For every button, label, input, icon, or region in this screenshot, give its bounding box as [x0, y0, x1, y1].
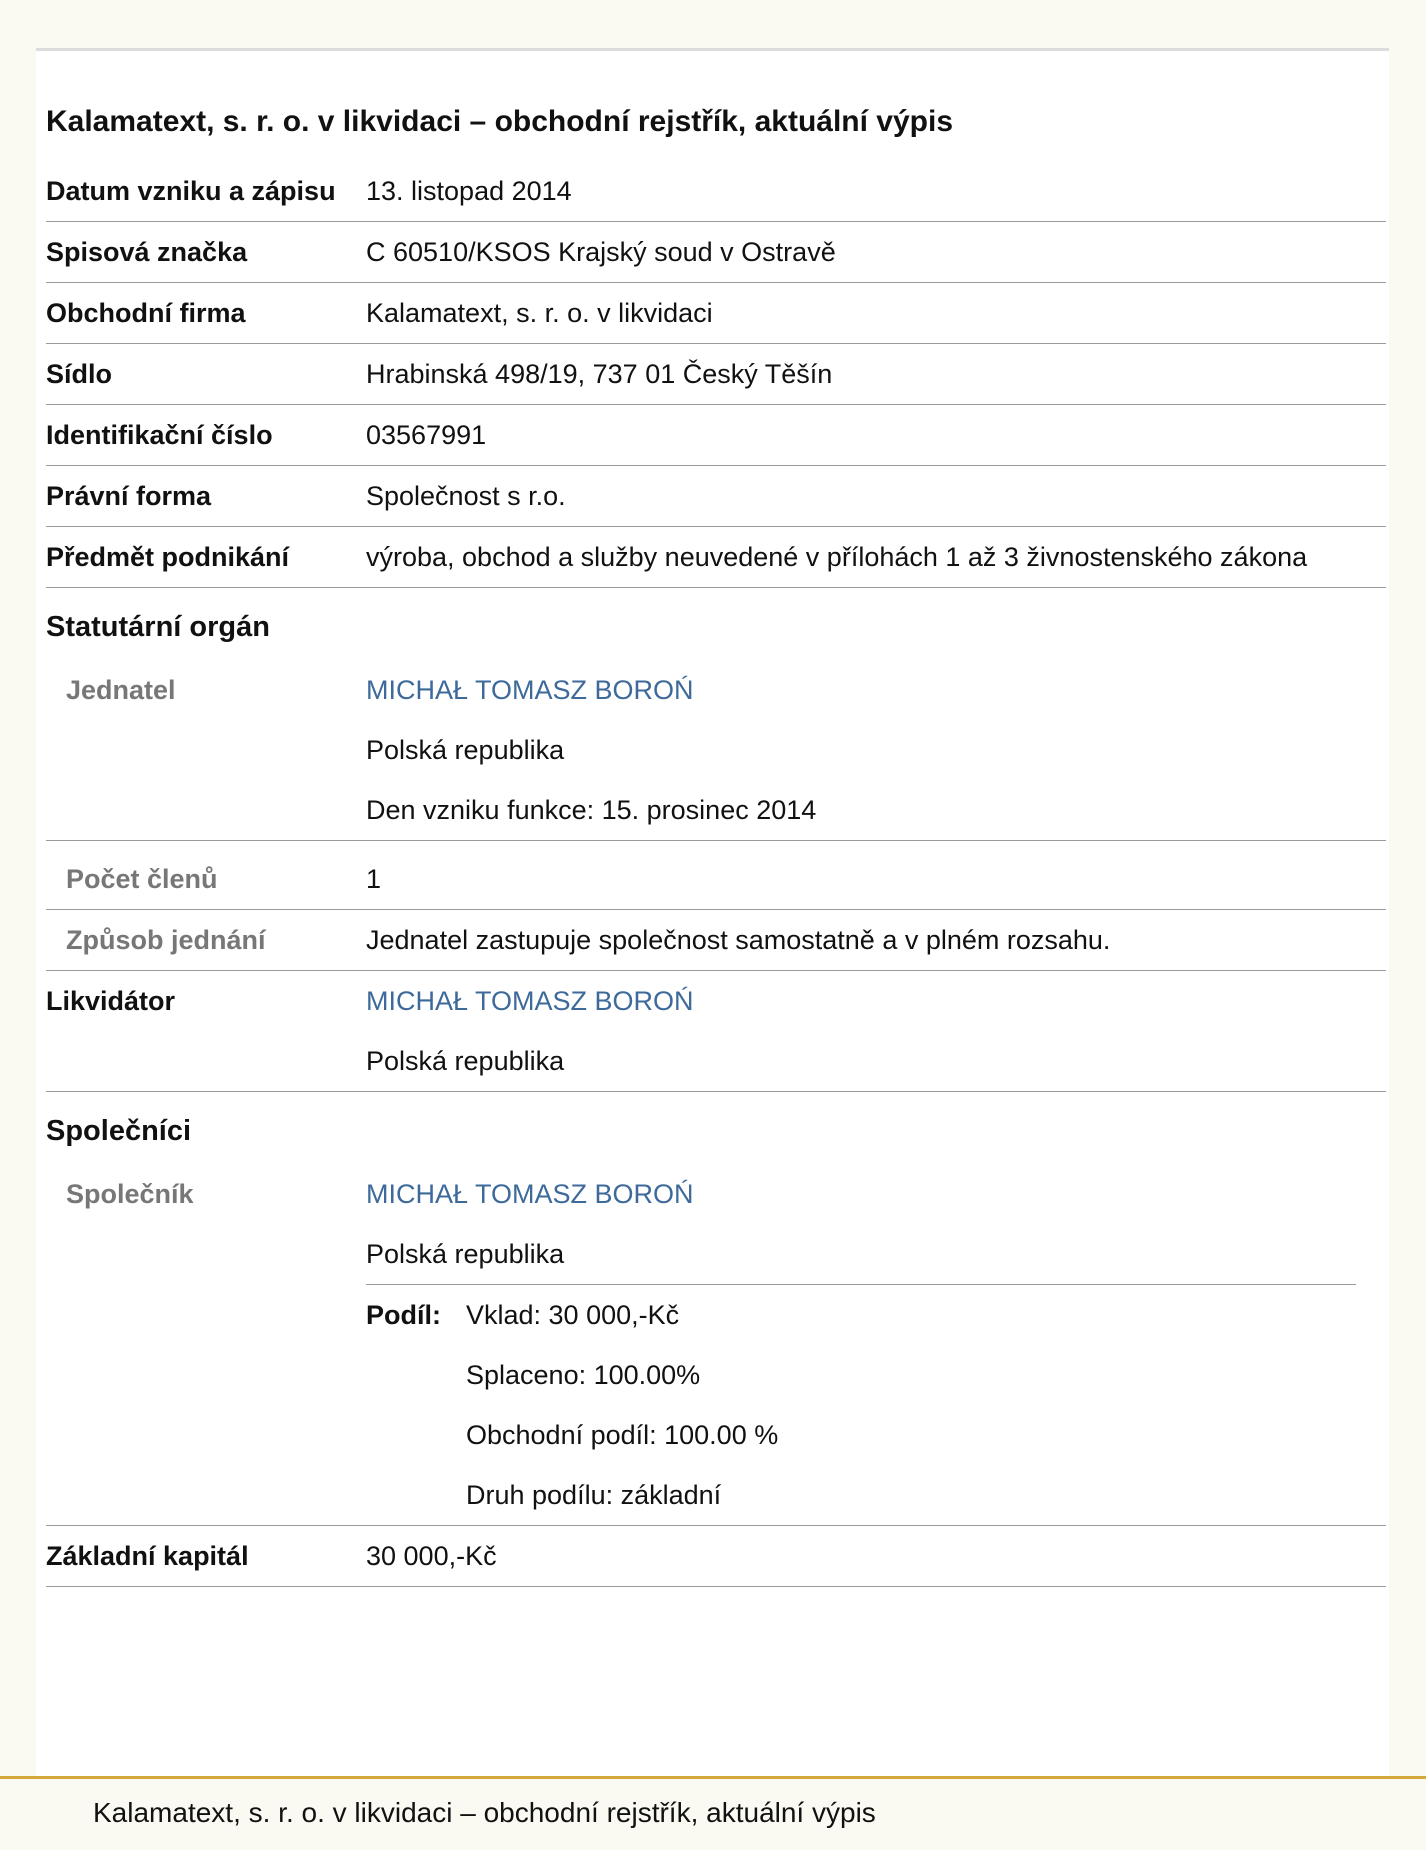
footer-divider — [0, 1776, 1426, 1779]
row-spolecnik — [46, 1164, 1386, 1526]
footer-title: Kalamatext, s. r. o. v likvidaci – obchodní rejstřík, aktuální výpis — [93, 1797, 876, 1828]
druh-podilu-value: Druh podílu: základní — [466, 1480, 722, 1510]
jednatel-country: Polská republika — [366, 735, 565, 765]
datum-label: Datum vzniku a zápisu — [46, 161, 366, 222]
spolecnik-label: Společník — [46, 1164, 366, 1526]
spolecnik-name-link[interactable]: MICHAŁ TOMASZ BOROŃ — [366, 1179, 694, 1209]
register-sheet — [36, 48, 1389, 1776]
obchodni-podil-value: Obchodní podíl: 100.00 % — [466, 1420, 779, 1450]
likvidator-country: Polská republika — [366, 1046, 565, 1076]
section-spolecnici — [46, 1092, 1386, 1165]
spolecnik-country: Polská republika — [366, 1239, 565, 1269]
ico-label: Identifikační číslo — [46, 405, 366, 466]
spolecnik-details — [366, 1164, 1386, 1526]
share-values — [466, 1285, 778, 1525]
kapital-label: Základní kapitál — [46, 1526, 366, 1587]
sidlo-label: Sídlo — [46, 344, 366, 405]
row-datum — [46, 161, 1386, 222]
page-title: Kalamatext, s. r. o. v likvidaci – obchodní rejstřík, aktuální výpis — [46, 105, 954, 138]
likvidator-label: Likvidátor — [46, 971, 366, 1092]
vklad-value: Vklad: 30 000,-Kč — [466, 1300, 680, 1330]
spolecnici-heading: Společníci — [46, 1115, 192, 1147]
jednatel-name-link[interactable]: MICHAŁ TOMASZ BOROŃ — [366, 675, 694, 705]
pocet-label: Počet členů — [46, 849, 366, 910]
row-pocet — [46, 849, 1386, 910]
firma-label: Obchodní firma — [46, 283, 366, 344]
ico-value: 03567991 — [366, 405, 1386, 466]
row-jednatel — [46, 660, 1386, 841]
jednatel-details — [366, 660, 1386, 841]
row-likvidator — [46, 971, 1386, 1092]
spisova-label: Spisová značka — [46, 222, 366, 283]
jednatel-since: Den vzniku funkce: 15. prosinec 2014 — [366, 795, 817, 825]
statutarni-heading: Statutární orgán — [46, 611, 270, 643]
row-predmet — [46, 527, 1386, 588]
row-sidlo — [46, 344, 1386, 405]
kapital-value: 30 000,-Kč — [366, 1526, 1386, 1587]
share-block — [366, 1284, 1356, 1525]
forma-label: Právní forma — [46, 466, 366, 527]
row-zpusob — [46, 910, 1386, 971]
zpusob-value: Jednatel zastupuje společnost samostatně a v plném rozsahu. — [366, 910, 1386, 971]
spisova-value: C 60510/KSOS Krajský soud v Ostravě — [366, 222, 1386, 283]
predmet-value: výroba, obchod a služby neuvedené v přílohách 1 až 3 živnostenského zákona — [366, 527, 1386, 588]
jednatel-label: Jednatel — [46, 660, 366, 841]
spacer — [46, 841, 1386, 850]
predmet-label: Předmět podnikání — [46, 527, 366, 588]
sidlo-value: Hrabinská 498/19, 737 01 Český Těšín — [366, 344, 1386, 405]
row-firma — [46, 283, 1386, 344]
section-statutarni — [46, 588, 1386, 661]
row-forma — [46, 466, 1386, 527]
datum-value: 13. listopad 2014 — [366, 161, 1386, 222]
podil-label: Podíl: — [366, 1300, 441, 1330]
splaceno-value: Splaceno: 100.00% — [466, 1360, 701, 1390]
row-kapital — [46, 1526, 1386, 1587]
firma-value: Kalamatext, s. r. o. v likvidaci — [366, 283, 1386, 344]
zpusob-label: Způsob jednání — [46, 910, 366, 971]
pocet-value: 1 — [366, 849, 1386, 910]
likvidator-details — [366, 971, 1386, 1092]
likvidator-name-link[interactable]: MICHAŁ TOMASZ BOROŃ — [366, 986, 694, 1016]
forma-value: Společnost s r.o. — [366, 466, 1386, 527]
row-ico — [46, 405, 1386, 466]
row-spisova — [46, 222, 1386, 283]
register-table — [46, 161, 1386, 1587]
